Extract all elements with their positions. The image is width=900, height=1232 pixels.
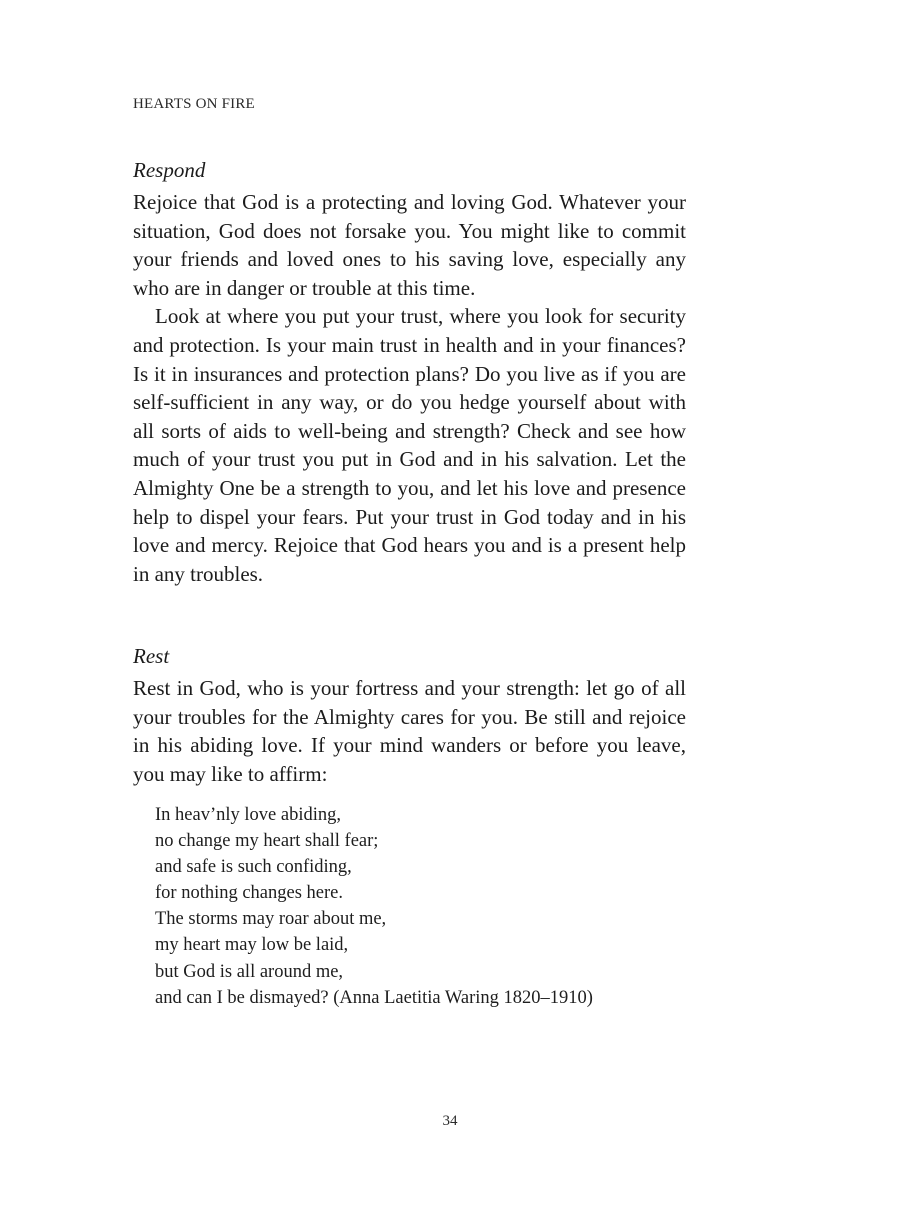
hymn-verse [155,802,593,1011]
rest-paragraph-1: Rest in God, who is your fortress and your strength: let go of all your troubles for the Almighty cares for you. Be still and rejoice in his abiding love. If your mind wanders or before you leave, you may like to affirm: [133,676,686,786]
respond-section [133,156,686,588]
running-head: HEARTS ON FIRE [133,96,255,112]
respond-paragraph-1: Rejoice that God is a protecting and loving God. Whatever your situation, God does not forsake you. You might like to commit your friends and loved ones to his saving love, especially any who are in danger or trouble at this time. [133,190,686,300]
verse-line-3: and safe is such confiding, [155,857,352,878]
verse-line-6: my heart may low be laid, [155,935,349,956]
page-number: 34 [442,1113,458,1129]
rest-section [133,642,686,788]
respond-paragraph-2: Look at where you put your trust, where you look for security and protection. Is your main trust in health and in your finances? Is it in insurances and protection plans? Do you live as if you are self-sufficient in any way, or do you hedge yourself about with all sorts of aids to well-being and strength? Check and see how much of your trust you put in God and in his salvation. Let the Almighty One be a strength to you, and let his love and presence help to dispel your fears. Put your trust in God today and in his love and mercy. Rejoice that God hears you and is a present help in any troubles. [133,304,686,586]
verse-line-1: In heav’nly love abiding, [155,805,341,825]
verse-line-7: but God is all around me, [155,961,344,982]
rest-heading: Rest [133,644,170,668]
verse-line-8: and can I be dismayed? (Anna Laetitia Waring 1820–1910) [155,987,593,1008]
verse-line-4: for nothing changes here. [155,883,344,904]
verse-line-5: The storms may roar about me, [155,909,387,930]
respond-heading: Respond [133,158,206,182]
verse-line-2: no change my heart shall fear; [155,831,379,852]
